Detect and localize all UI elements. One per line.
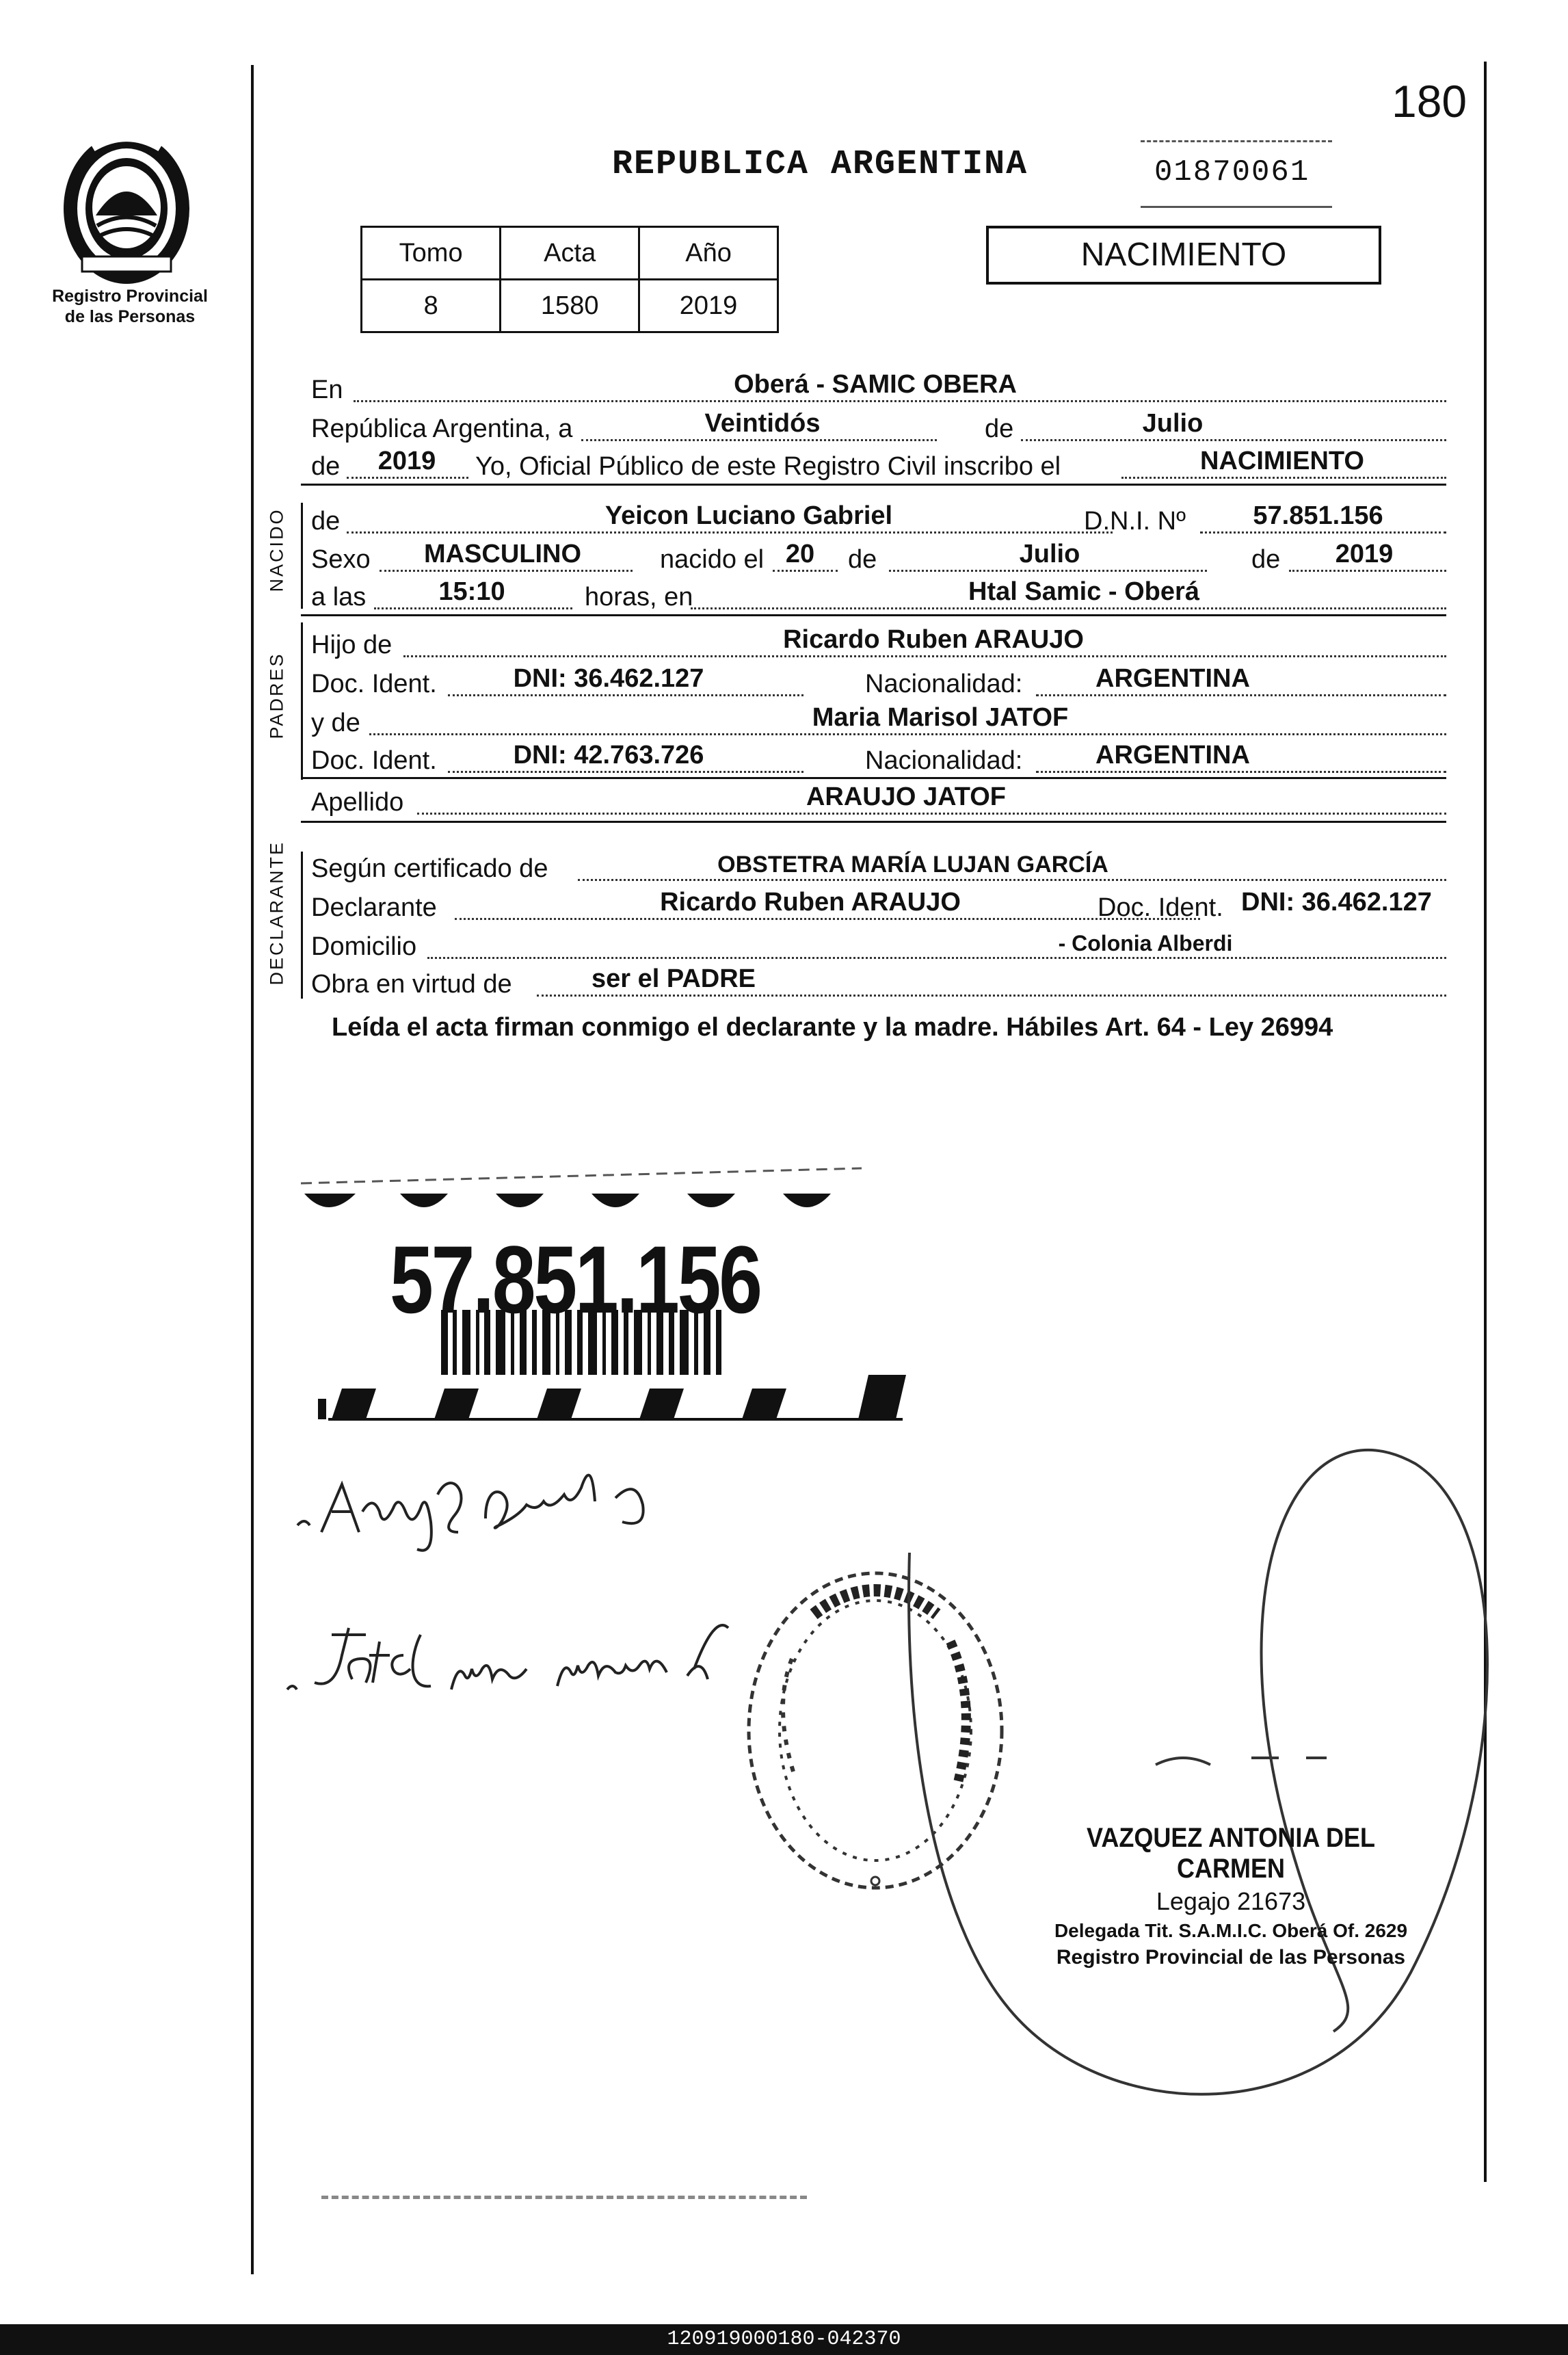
month-value: Julio — [1142, 409, 1204, 438]
official-name: VAZQUEZ ANTONIA DEL CARMEN — [1086, 1823, 1375, 1884]
label-obra-en-virtud: Obra en virtud de — [311, 970, 512, 999]
sticker-number: 57.851.156 — [390, 1226, 760, 1333]
signature-loop — [896, 1443, 1532, 2134]
label-declarante: Declarante — [311, 893, 437, 922]
certificate-value: OBSTETRA MARÍA LUJAN GARCÍA — [717, 852, 1108, 878]
declarant-doc-value: DNI: 36.462.127 — [1241, 888, 1432, 917]
label-doc-ident-1: Doc. Ident. — [311, 670, 437, 698]
label-republica: República Argentina, a — [311, 415, 573, 443]
section-padres-label: PADRES — [266, 652, 287, 739]
label-doc-ident-2: Doc. Ident. — [311, 746, 437, 775]
row-mother-doc — [311, 740, 1446, 780]
logo-caption-line1: Registro Provincial — [52, 287, 208, 306]
row-surname — [311, 782, 1446, 821]
record-table-header — [362, 227, 778, 280]
label-domicilio: Domicilio — [311, 932, 417, 961]
label-de-4: de — [848, 545, 877, 574]
separator-2 — [301, 614, 1446, 616]
header-acta: Acta — [501, 227, 639, 280]
label-hijo-de: Hijo de — [311, 631, 393, 659]
record-type-box: NACIMIENTO — [986, 226, 1381, 285]
label-horas-en: horas, en — [585, 583, 693, 611]
label-segun-certificado: Según certificado de — [311, 854, 548, 883]
birth-place-value: Htal Samic - Oberá — [968, 577, 1199, 606]
child-dni-value: 57.851.156 — [1253, 501, 1383, 530]
official-office: Registro Provincial de las Personas — [1056, 1946, 1406, 1969]
year-value: 2019 — [377, 447, 436, 475]
section-nacido-label: NACIDO — [266, 508, 287, 592]
label-yo-oficial: Yo, Oficial Público de este Registro Civil inscribo el — [475, 452, 1061, 481]
scan-artifact-line — [321, 2196, 807, 2199]
value-tomo: 8 — [362, 280, 501, 332]
birth-year-value: 2019 — [1335, 540, 1394, 568]
record-table — [360, 226, 779, 333]
father-doc-value: DNI: 36.462.127 — [513, 664, 704, 693]
row-year-oficial — [311, 446, 1446, 486]
label-a-las: a las — [311, 583, 367, 611]
row-time-place — [311, 577, 1446, 616]
row-father-doc — [311, 663, 1446, 703]
record-table-values — [362, 280, 778, 332]
mother-name-value: Maria Marisol JATOF — [812, 703, 1069, 732]
address-value: - Colonia Alberdi — [1058, 931, 1233, 956]
birth-day-value: 20 — [785, 540, 815, 568]
row-republica — [311, 408, 1446, 448]
section-nacido-bar — [301, 503, 303, 609]
label-dni: D.N.I. Nº — [1084, 507, 1186, 536]
section-declarante-label: DECLARANTE — [266, 840, 287, 986]
sex-value: MASCULINO — [423, 540, 582, 568]
place-value: Oberá - SAMIC OBERA — [734, 370, 1017, 399]
row-certificate — [311, 848, 1446, 888]
act-type-value: NACIMIENTO — [1200, 447, 1364, 475]
mother-doc-value: DNI: 42.763.726 — [513, 741, 704, 769]
page-number: 180 — [1392, 76, 1467, 127]
official-block — [1012, 1823, 1450, 1969]
label-en: En — [311, 376, 343, 404]
serial-number: 01870061 — [1154, 155, 1310, 189]
value-anio: 2019 — [639, 280, 778, 332]
row-acting-as — [311, 964, 1446, 1003]
separator-4 — [301, 821, 1446, 823]
signature-araujo — [294, 1464, 718, 1553]
label-y-de: y de — [311, 709, 360, 737]
separator-3 — [301, 777, 1446, 779]
row-child-name — [311, 501, 1446, 540]
label-de-3: de — [311, 507, 341, 536]
separator-1 — [301, 484, 1446, 486]
father-nationality-value: ARGENTINA — [1095, 664, 1250, 693]
father-name-value: Ricardo Ruben ARAUJO — [783, 625, 1084, 654]
closing-note: Leída el acta firman conmigo el declarante y la madre. Hábiles Art. 64 - Ley 26994 — [332, 1013, 1333, 1042]
country-title: REPUBLICA ARGENTINA — [612, 145, 1028, 184]
footer-code: 120919000180-042370 — [0, 2324, 1568, 2355]
header-anio: Año — [639, 227, 778, 280]
mother-nationality-value: ARGENTINA — [1095, 741, 1250, 769]
provincial-logo — [55, 127, 198, 291]
logo-caption-line2: de las Personas — [64, 307, 196, 326]
official-role: Delegada Tit. S.A.M.I.C. Oberá Of. 2629 — [1054, 1920, 1408, 1941]
label-nacido-el: nacido el — [660, 545, 765, 574]
row-address — [311, 926, 1446, 966]
label-nacionalidad-1: Nacionalidad: — [865, 670, 1023, 698]
birth-month-value: Julio — [1019, 540, 1080, 568]
day-words-value: Veintidós — [704, 409, 821, 438]
value-acta: 1580 — [501, 280, 639, 332]
row-mother — [311, 702, 1446, 742]
row-declarant — [311, 887, 1446, 927]
acting-as-value: ser el PADRE — [591, 964, 756, 993]
row-sex — [311, 539, 1446, 579]
surname-value: ARAUJO JATOF — [806, 782, 1007, 811]
label-sexo: Sexo — [311, 545, 371, 574]
label-apellido: Apellido — [311, 788, 404, 817]
official-legajo: Legajo 21673 — [1156, 1887, 1306, 1915]
logo-caption — [27, 286, 232, 327]
child-name-value: Yeicon Luciano Gabriel — [604, 501, 893, 530]
coat-of-arms-icon — [55, 127, 198, 291]
signature-jatof — [284, 1614, 735, 1717]
label-de-1: de — [985, 415, 1014, 443]
dni-sticker — [301, 1156, 916, 1423]
label-de-5: de — [1251, 545, 1281, 574]
left-margin-line — [251, 65, 254, 2274]
section-padres-bar — [301, 622, 303, 780]
label-nacionalidad-2: Nacionalidad: — [865, 746, 1023, 775]
declarant-name-value: Ricardo Ruben ARAUJO — [660, 888, 961, 917]
label-doc-ident-3: Doc. Ident. — [1098, 893, 1223, 922]
label-de-2: de — [311, 452, 341, 481]
section-declarante-bar — [301, 852, 303, 999]
header-tomo: Tomo — [362, 227, 501, 280]
row-father — [311, 624, 1446, 664]
serial-stamp — [1141, 140, 1332, 215]
birth-time-value: 15:10 — [438, 577, 505, 606]
row-en — [311, 369, 1446, 409]
